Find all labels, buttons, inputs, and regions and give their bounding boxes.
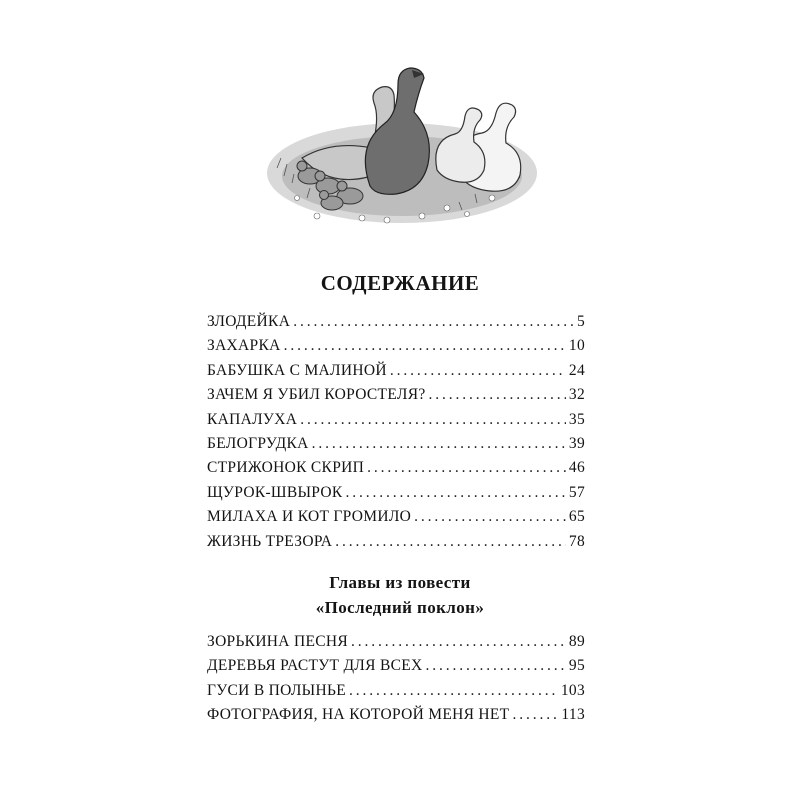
leader-dots bbox=[367, 456, 566, 480]
toc-entry-title: ЗЛОДЕЙКА bbox=[207, 313, 291, 330]
toc-entry[interactable] bbox=[207, 630, 585, 654]
leader-dots bbox=[312, 432, 566, 456]
toc-entry[interactable] bbox=[207, 408, 585, 432]
toc-entry-page: 78 bbox=[568, 532, 585, 550]
toc-entry-page: 35 bbox=[568, 410, 585, 428]
leader-dots bbox=[300, 408, 566, 432]
toc-entry-title: БЕЛОГРУДКА bbox=[207, 434, 309, 452]
toc-entry-title: СТРИЖОНОК СКРИП bbox=[207, 459, 365, 477]
leader-dots bbox=[335, 530, 566, 554]
toc-entry-page: 89 bbox=[568, 633, 585, 650]
toc-entry-title: МИЛАХА И КОТ ГРОМИЛО bbox=[207, 508, 412, 526]
toc-entry[interactable] bbox=[207, 456, 585, 480]
toc-entry[interactable] bbox=[207, 310, 585, 334]
leader-dots bbox=[293, 310, 574, 334]
geese-illustration bbox=[262, 58, 542, 233]
leader-dots bbox=[351, 630, 566, 654]
leader-dots bbox=[346, 481, 566, 505]
toc-entry-title: КАПАЛУХА bbox=[207, 410, 298, 428]
toc-entry-page: 24 bbox=[568, 361, 585, 379]
leader-dots bbox=[349, 679, 558, 703]
toc-entry-title: ЗАЧЕМ Я УБИЛ КОРОСТЕЛЯ? bbox=[207, 386, 426, 404]
toc-entry[interactable] bbox=[207, 334, 585, 358]
toc-entry-title: ЗАХАРКА bbox=[207, 337, 281, 355]
toc-entry-page: 95 bbox=[568, 657, 585, 675]
section-heading bbox=[0, 570, 800, 620]
section-entries bbox=[207, 630, 585, 728]
toc-entry[interactable] bbox=[207, 383, 585, 407]
leader-dots bbox=[390, 359, 566, 383]
toc-entry-title: ЩУРОК-ШВЫРОК bbox=[207, 483, 343, 501]
toc-entry-page: 65 bbox=[568, 508, 585, 526]
toc-entry[interactable] bbox=[207, 679, 585, 703]
toc-entry-title: ФОТОГРАФИЯ, НА КОТОРОЙ МЕНЯ НЕТ bbox=[207, 706, 510, 724]
section-heading-line2: «Последний поклон» bbox=[315, 598, 485, 617]
leader-dots bbox=[425, 654, 565, 678]
section-heading-line1: Главы из повести bbox=[329, 573, 471, 592]
toc-entry-page: 57 bbox=[568, 483, 585, 501]
toc-entries bbox=[207, 310, 585, 554]
toc-entry-page: 10 bbox=[568, 337, 585, 355]
toc-entry[interactable] bbox=[207, 432, 585, 456]
toc-entry-page: 32 bbox=[568, 386, 585, 404]
toc-entry-page: 46 bbox=[568, 459, 585, 477]
toc-entry[interactable] bbox=[207, 654, 585, 678]
toc-entry-title: ГУСИ В ПОЛЫНЬЕ bbox=[207, 681, 346, 699]
toc-entry[interactable] bbox=[207, 703, 585, 727]
toc-entry-page: 39 bbox=[568, 434, 585, 452]
toc-entry-page: 5 bbox=[576, 313, 585, 330]
leader-dots bbox=[429, 383, 566, 407]
toc-entry-title: ЗОРЬКИНА ПЕСНЯ bbox=[207, 633, 349, 650]
toc-entry[interactable] bbox=[207, 505, 585, 529]
toc-entry-title: ДЕРЕВЬЯ РАСТУТ ДЛЯ ВСЕХ bbox=[207, 657, 423, 675]
leader-dots bbox=[414, 505, 566, 529]
toc-entry-title: БАБУШКА С МАЛИНОЙ bbox=[207, 361, 387, 379]
leader-dots bbox=[512, 703, 558, 727]
leader-dots bbox=[284, 334, 566, 358]
toc-entry-page: 103 bbox=[560, 681, 585, 699]
toc-entry[interactable] bbox=[207, 530, 585, 554]
toc-title: СОДЕРЖАНИЕ bbox=[320, 271, 480, 295]
toc-entry-page: 113 bbox=[561, 706, 585, 724]
toc-entry-title: ЖИЗНЬ ТРЕЗОРА bbox=[207, 532, 333, 550]
toc-entry[interactable] bbox=[207, 481, 585, 505]
toc-entry[interactable] bbox=[207, 359, 585, 383]
